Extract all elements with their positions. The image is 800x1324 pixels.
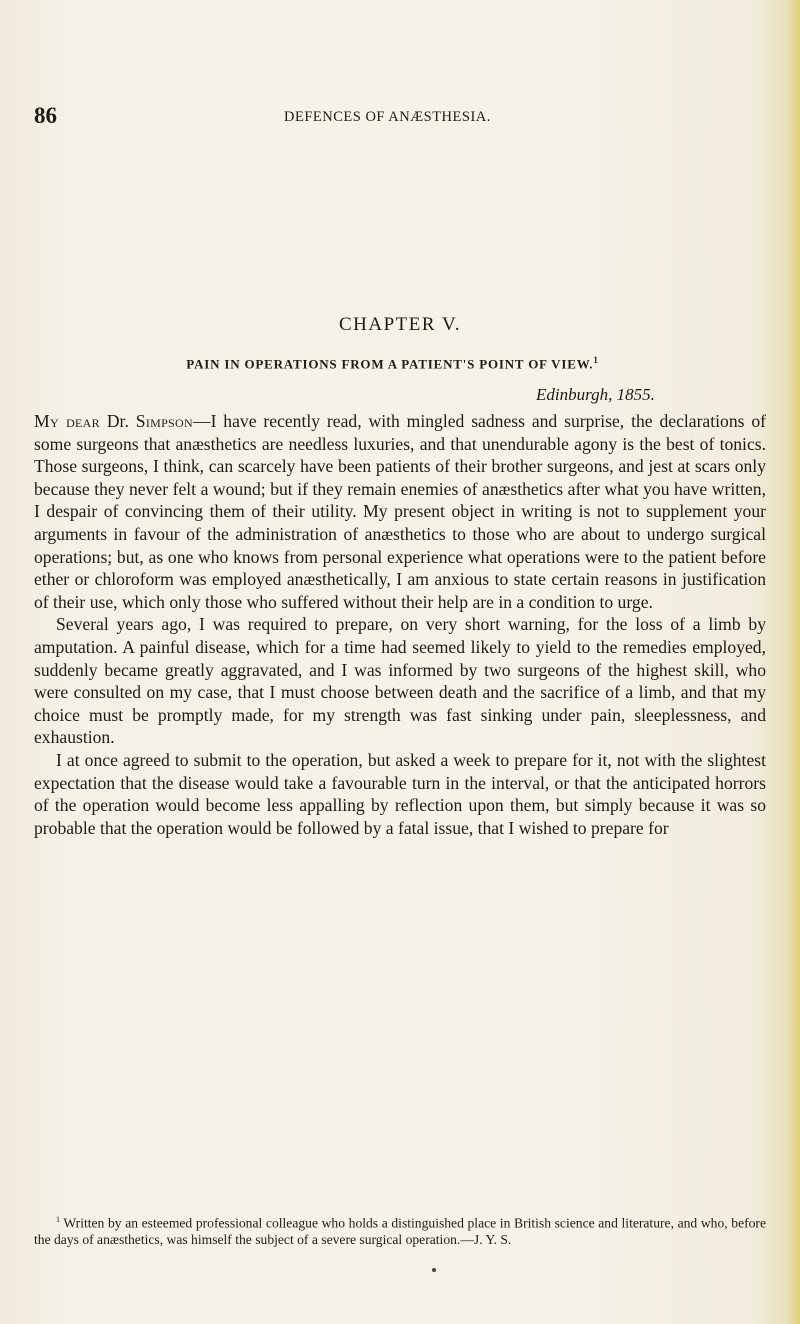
letter-body xyxy=(34,410,766,839)
chapter-subtitle xyxy=(0,355,785,372)
footnote-text: Written by an esteemed professional colleague who holds a distinguished place in British science and literature, and who, before the days of anæsthetics, was himself the subject of a severe surgical operation.—J. Y. S. xyxy=(34,1215,766,1248)
letter-dateline: Edinburgh, 1855. xyxy=(536,385,655,404)
salutation-open: My dear xyxy=(34,411,100,431)
page-edge-discoloration xyxy=(786,0,800,1324)
running-title: DEFENCES OF ANÆSTHESIA. xyxy=(284,109,491,125)
running-head xyxy=(34,103,634,133)
paragraph-1 xyxy=(34,410,766,613)
chapter-title: CHAPTER V. xyxy=(339,314,461,335)
page-number: 86 xyxy=(34,103,57,128)
paragraph-1-text: —I have recently read, with mingled sadness and surprise, the declarations of some surgeons that anæsthetics are needless luxuries, and that unendurable agony is the best of tonics. Those surgeons, I think, can scarcely have been patients of their brother surgeons, and jest at scars only because they never felt a wound; but if they remain enemies of anæsthetics after what you have written, I despair of convincing them of their utility. My present object in writing is not to supplement your arguments in favour of the administration of anæsthetics to those who are about to undergo surgical operations; but, as one who knows from personal experience what operations were to the patient before ether or chloroform was employed anæsthetically, I am anxious to state certain reasons in justification of their use, which only those who suffered without their help are in a condition to urge. xyxy=(34,411,767,612)
chapter-subtitle-text: PAIN IN OPERATIONS FROM A PATIENT'S POINT OF VIEW. xyxy=(186,356,594,372)
paragraph-2: Several years ago, I was required to prepare, on very short warning, for the loss of a limb by amputation. A painful disease, which for a time had seemed likely to yield to the remedies employed, suddenly became greatly aggravated, and I was informed by two surgeons of the highest skill, who were consulted on my case, that I must choose between death and the sacrifice of a limb, and that my choice must be promptly made, for my strength was fast sinking under pain, sleeplessness, and exhaustion. xyxy=(34,614,766,748)
salutation-name: Simpson xyxy=(135,411,193,431)
footnote-marker: 1 xyxy=(56,1215,60,1224)
salutation-mid: Dr. xyxy=(99,411,136,431)
paragraph-3: I at once agreed to submit to the operation, but asked a week to prepare for it, not with the slightest expectation that the disease would take a favourable turn in the interval, or that the anticipated horrors of the operation would become less appalling by reflection upon them, but simply because it was so probable that the operation would be followed by a fatal issue, that I wished to prepare for xyxy=(34,749,766,838)
footnote xyxy=(34,1212,766,1249)
footnote-reference: 1 xyxy=(593,355,599,365)
print-speck xyxy=(432,1268,436,1272)
